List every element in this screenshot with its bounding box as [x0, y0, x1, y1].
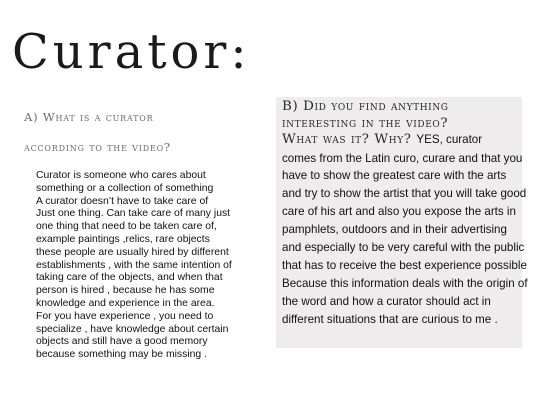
section-a [24, 95, 266, 362]
answer-line: and try to show the artist that you will take good [282, 187, 527, 201]
answer-line: something or a collection of something [36, 182, 214, 194]
section-a-heading-line: A) What is a curator [24, 110, 154, 124]
answer-line: comes from the Latin curo, curare and that you [282, 151, 523, 165]
answer-line: one thing that need to be taken care of, [36, 221, 217, 233]
answer-line: because something may be missing . [36, 349, 207, 361]
answer-line: pamphlets, outdoors and in their advertising [282, 223, 507, 237]
answer-line: establishments , with the same intention of [36, 259, 232, 271]
answer-line: person is hired , because he has some [36, 285, 215, 297]
answer-line: and especially to be very careful with the public [282, 241, 525, 255]
answer-line: A curator doesn’t have to take care of [36, 195, 209, 207]
answer-line: the word and how a curator should act in [282, 294, 491, 308]
answer-line: objects and still have a good memory [36, 336, 208, 348]
answer-line: care of his art and also you expose the arts in [282, 205, 516, 219]
answer-line: Curator is someone who cares about [36, 170, 206, 181]
section-a-heading [24, 95, 266, 170]
section-b-heading [282, 99, 522, 149]
answer-line: Just one thing. Can take care of many just [36, 208, 231, 220]
section-b-answer [282, 150, 528, 329]
section-b-inline-answer: YES, curator [416, 133, 483, 146]
answer-line: taking care of the objects, and when that [36, 272, 223, 284]
page-title: Curator: [12, 24, 251, 80]
section-b-heading-last-line [282, 132, 522, 149]
section-b-heading-line: interesting in the video? [282, 115, 449, 131]
answer-line: example paintings ,relics, rare objects [36, 233, 210, 245]
answer-line: For you have experience , you need to [36, 310, 214, 322]
answer-line: different situations that are curious to me . [282, 312, 498, 326]
section-b-heading-line: B) Did you find anything [282, 99, 449, 114]
answer-line: specialize , have knowledge about certain [36, 323, 229, 335]
section-b-heading-question: What was it? Why? [282, 132, 412, 147]
section-a-heading-line: according to the video? [24, 140, 171, 154]
answer-line: Because this information deals with the origin of [282, 276, 528, 290]
section-b [282, 99, 528, 329]
section-a-answer [24, 170, 266, 362]
answer-line: have to show the greatest care with the arts [282, 169, 507, 183]
answer-line: knowledge and experience in the area. [36, 297, 215, 309]
answer-line: these people are usually hired by different [36, 246, 229, 258]
answer-line: that has to receive the best experience possible [282, 258, 527, 272]
